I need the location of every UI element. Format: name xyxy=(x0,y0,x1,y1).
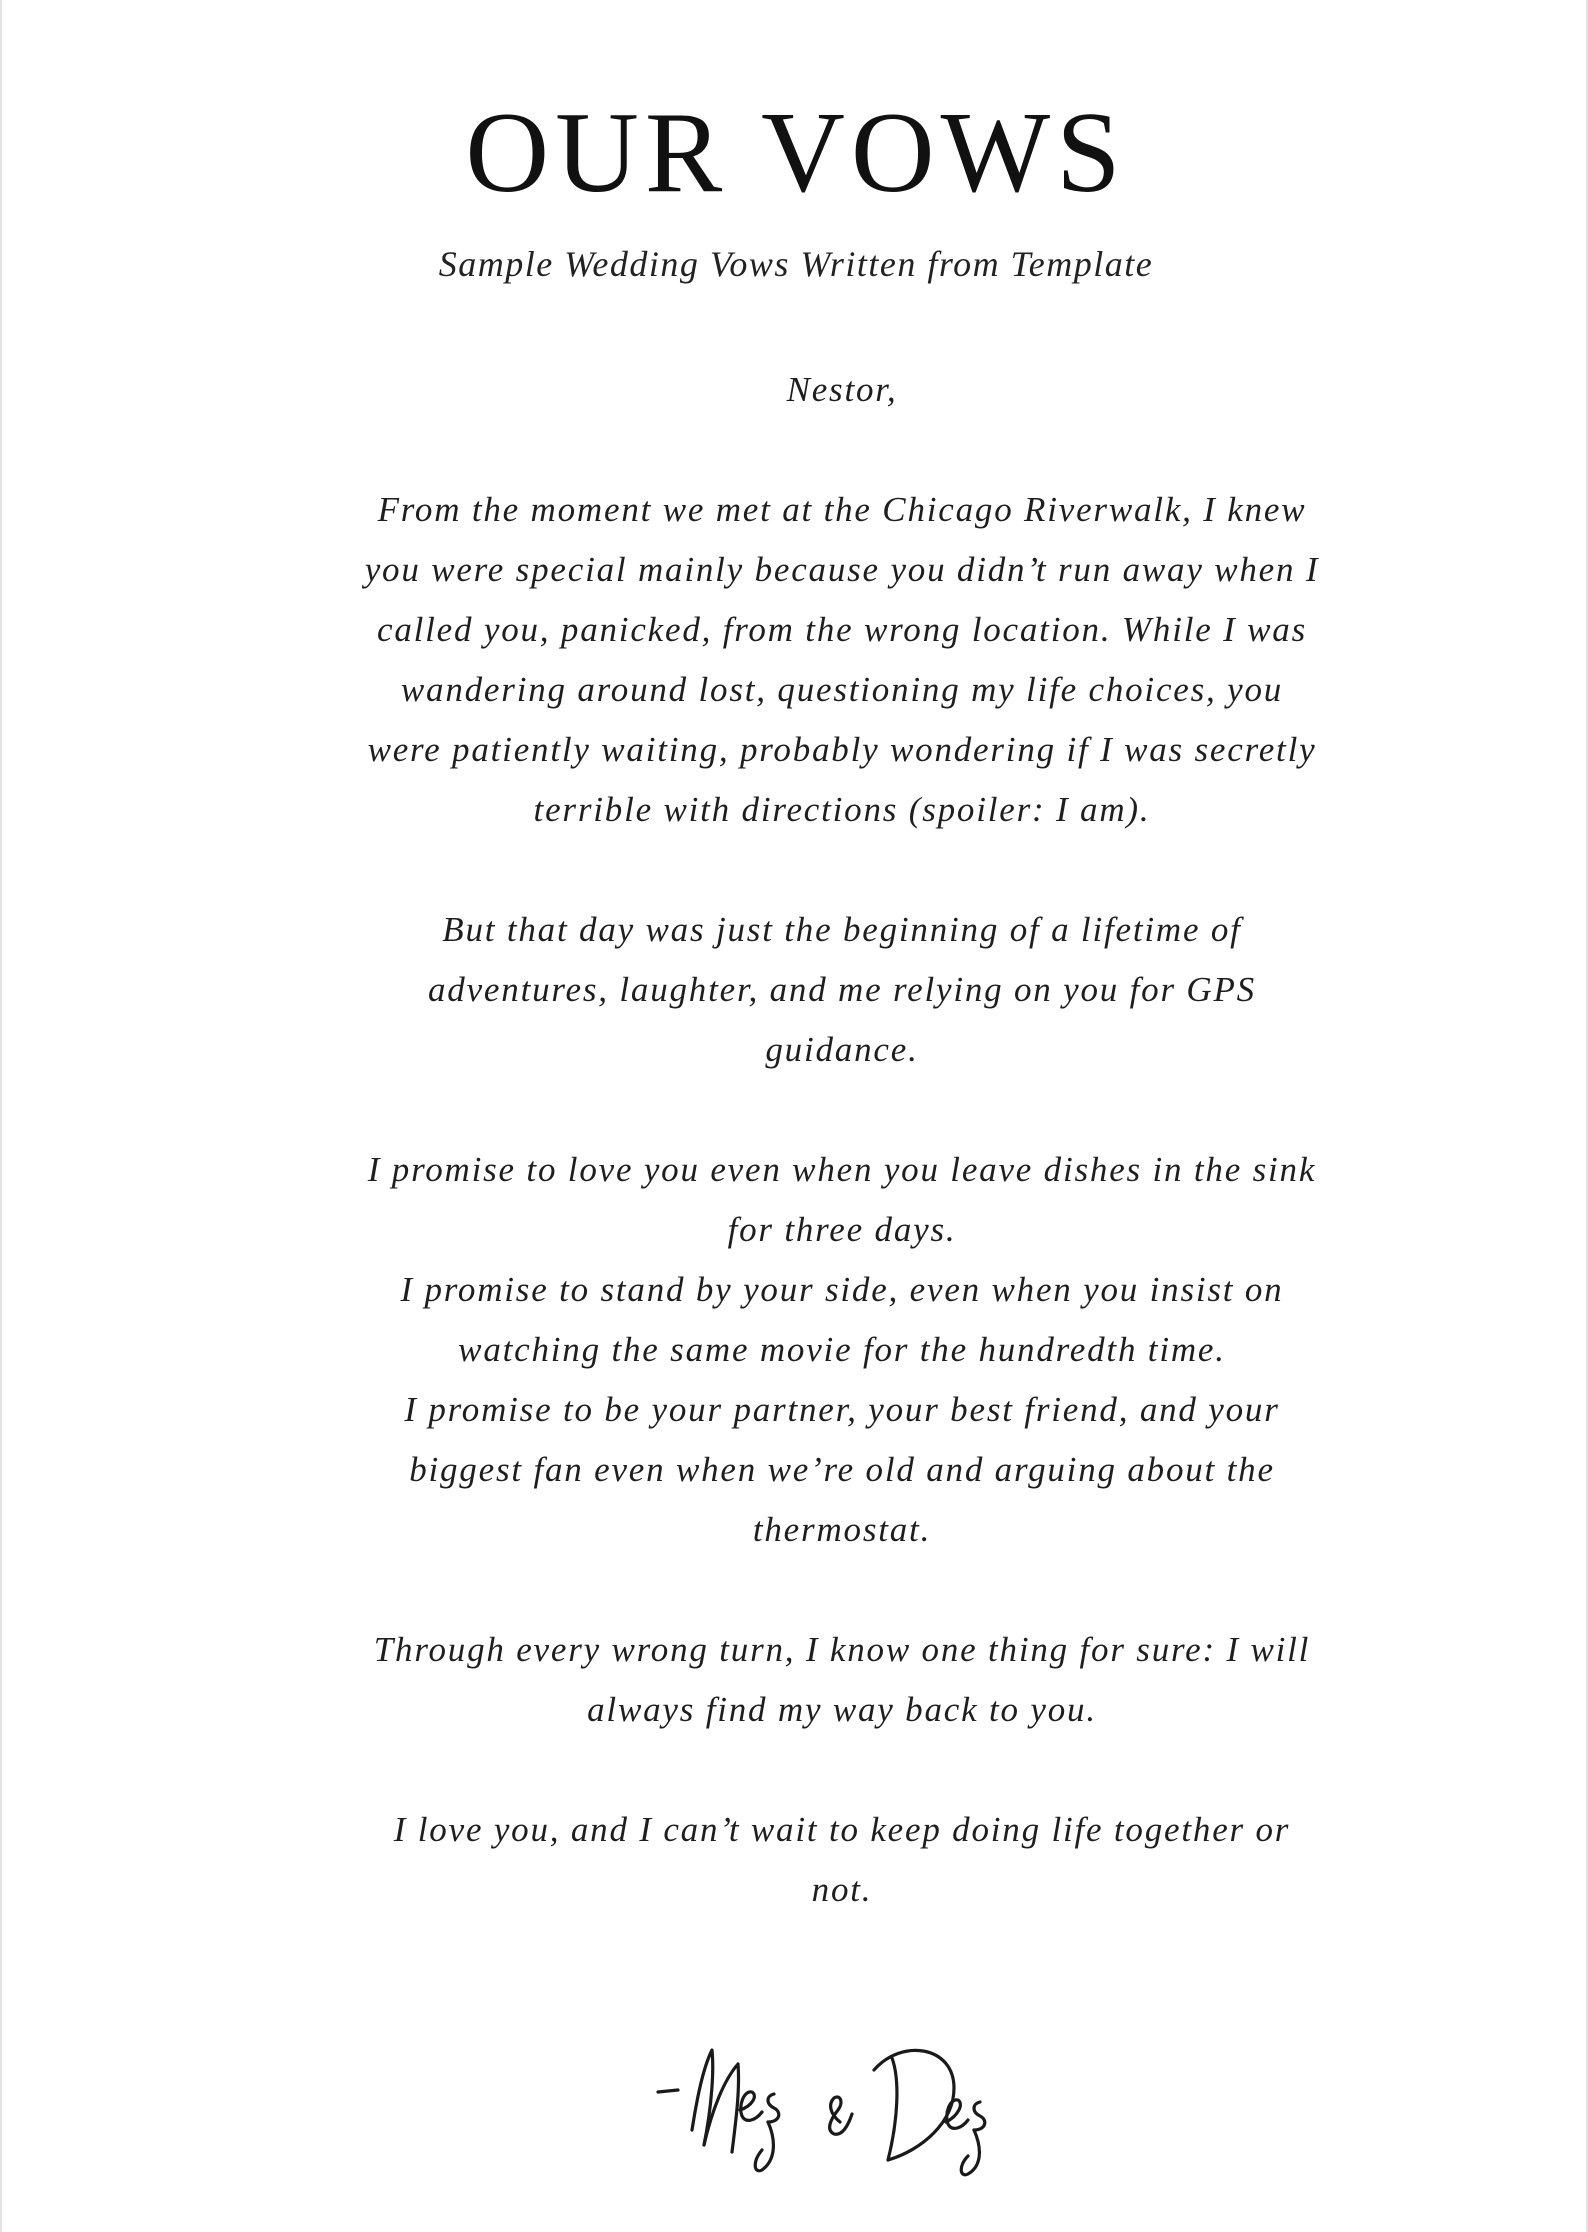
page-subtitle: Sample Wedding Vows Written from Template xyxy=(438,244,1154,284)
vow-paragraph-4: I love you, and I can’t wait to keep doing life together or not. xyxy=(393,1810,1291,1909)
vow-promise-3: I promise to be your partner, your best friend, and your biggest fan even when we’re old and arguing about the thermostat. xyxy=(404,1390,1280,1549)
paragraph-spacer xyxy=(362,420,1322,480)
salutation: Nestor, xyxy=(786,370,898,409)
handwritten-signature xyxy=(562,2010,1062,2180)
vows-body xyxy=(362,360,1322,1920)
vow-paragraph-2: But that day was just the beginning of a lifetime of adventures, laughter, and me relying on you for GPS guidance. xyxy=(428,910,1256,1069)
vow-promise-1: I promise to love you even when you leave dishes in the sink for three days. xyxy=(367,1150,1317,1249)
paragraph-spacer xyxy=(362,1740,1322,1800)
page-title: OUR VOWS xyxy=(465,89,1127,217)
vow-promise-2: I promise to stand by your side, even when you insist on watching the same movie for the hundredth time. xyxy=(400,1270,1284,1369)
paragraph-spacer xyxy=(362,840,1322,900)
vow-paragraph-3: Through every wrong turn, I know one thing for sure: I will always find my way back to you. xyxy=(373,1630,1311,1729)
signature-graphic xyxy=(562,2010,1062,2180)
vow-paragraph-1: From the moment we met at the Chicago Riverwalk, I knew you were special mainly because you didn’t run away when I called you, panicked, from the wrong location. While I was wandering around lost, questioning my life choices, you were patiently waiting, probably wondering if I was secretly terrible with directions (spoiler: I am). xyxy=(364,490,1320,829)
paragraph-spacer xyxy=(362,1080,1322,1140)
paragraph-spacer xyxy=(362,1560,1322,1620)
